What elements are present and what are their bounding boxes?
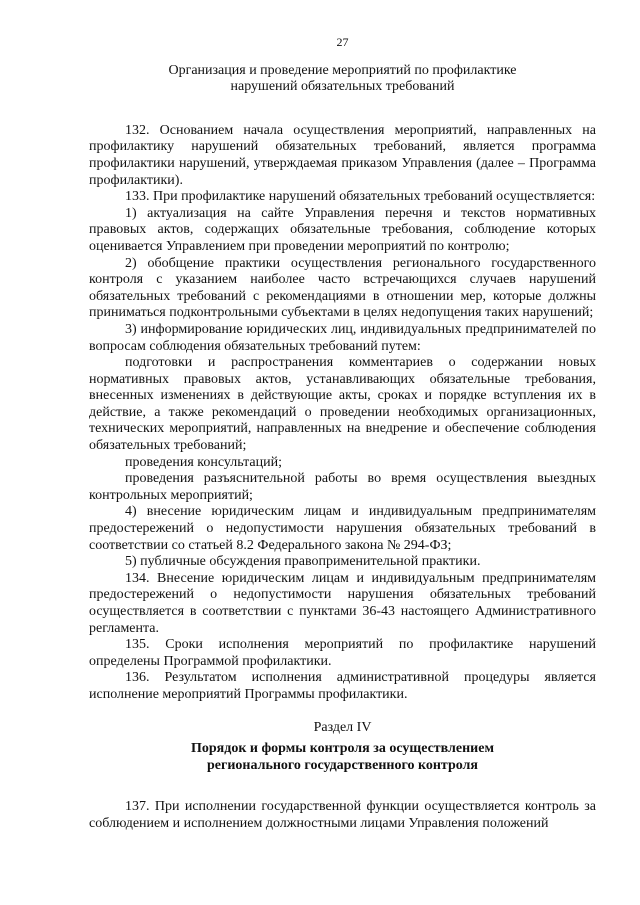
paragraph-135: 135. Сроки исполнения мероприятий по профилактике нарушений определены Программой профилактики. xyxy=(89,637,596,669)
list-item-2: 2) обобщение практики осуществления регионального государственного контроля с указанием наиболее часто встречающихся случаев нарушений обязательных требований с рекомендациями в отношении мер, которые должны приниматься подконтрольными субъектами в целях недопущения таких нарушений; xyxy=(89,255,596,321)
section-label: Раздел IV xyxy=(313,719,372,735)
paragraph-133: 133. При профилактике нарушений обязательных требований осуществляется: xyxy=(125,189,596,205)
section-title-line-2: регионального государственного контроля xyxy=(206,758,478,774)
paragraph-137: 137. При исполнении государственной функции осуществляется контроль за соблюдением и исполнением должностными лицами Управления положений xyxy=(89,799,596,831)
subsection-heading xyxy=(89,63,596,96)
subsection-heading-line-1: Организация и проведение мероприятий по профилактике xyxy=(168,62,517,78)
sub-item-preparation: подготовки и распространения комментариев о содержании новых нормативных правовых актов, устанавливающих обязательные требования, внесенных изменениях в действующие акты, сроках и порядке вступления их в действие, а также рекомендаций о проведении необходимых организационных, технических мероприятий, направленных на внедрение и обеспечение соблюдения обязательных требований; xyxy=(89,355,596,454)
paragraph-136: 136. Результатом исполнения административной процедуры является исполнение мероприятий Программы профилактики. xyxy=(89,670,596,702)
section-title xyxy=(89,740,596,774)
section-title-line-1: Порядок и формы контроля за осуществлением xyxy=(191,741,494,757)
list-item-5: 5) публичные обсуждения правоприменительной практики. xyxy=(125,554,481,570)
page-number: 27 xyxy=(336,35,349,49)
list-item-1: 1) актуализация на сайте Управления перечня и текстов нормативных правовых актов, содержащих обязательные требования, соблюдение которых оценивается Управлением при проведении мероприятий по контролю; xyxy=(89,205,596,254)
sub-item-explanatory-work: проведения разъяснительной работы во время осуществления выездных контрольных мероприятий; xyxy=(89,471,596,503)
list-item-4: 4) внесение юридическим лицам и индивидуальным предпринимателям предостережений о недопустимости нарушения обязательных требований в соответствии со статьей 8.2 Федерального закона № 294-ФЗ; xyxy=(89,504,596,553)
paragraph-134: 134. Внесение юридическим лицам и индивидуальным предпринимателям предостережений о недопустимости нарушения обязательных требований осуществляется в соответствии с пунктами 36-43 настоящего Административного регламента. xyxy=(89,570,596,636)
paragraph-132: 132. Основанием начала осуществления мероприятий, направленных на профилактику нарушений обязательных требований, является программа профилактики нарушений, утверждаемая приказом Управления (далее – Программа профилактики). xyxy=(89,122,596,188)
sub-item-consultations: проведения консультаций; xyxy=(125,454,283,470)
list-item-3: 3) информирование юридических лиц, индивидуальных предпринимателей по вопросам соблюдения обязательных требований путем: xyxy=(89,321,596,354)
subsection-heading-line-2: нарушений обязательных требований xyxy=(230,79,455,95)
